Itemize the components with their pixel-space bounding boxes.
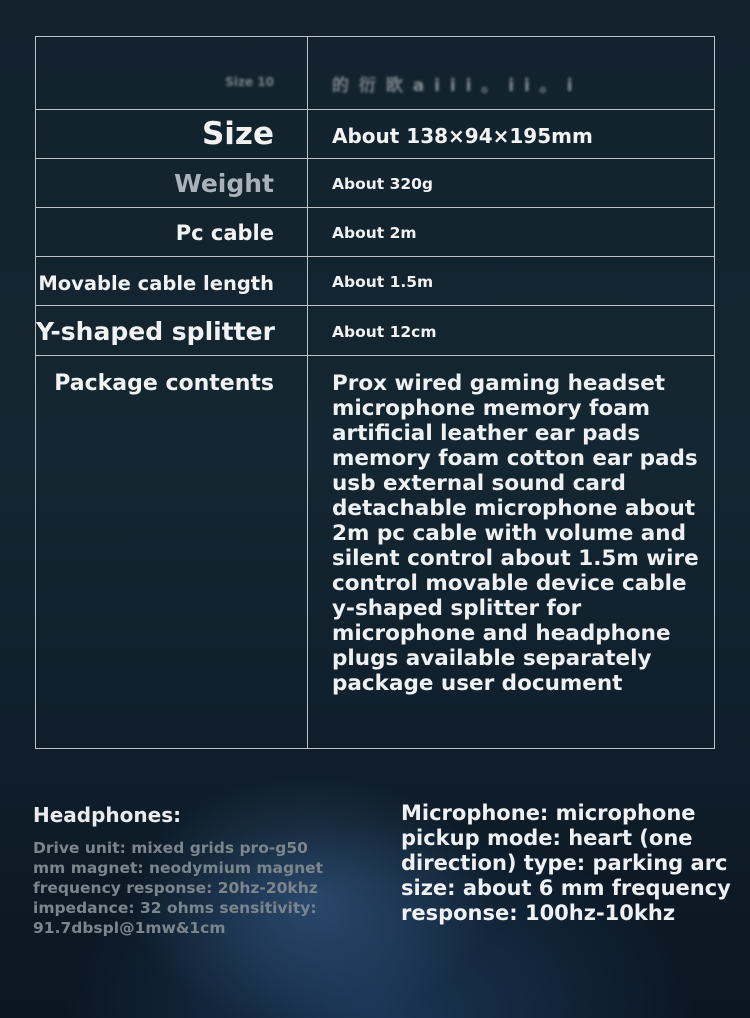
pc-cable-label: Pc cable xyxy=(175,221,274,245)
movable-cable-label: Movable cable length xyxy=(38,272,274,295)
table-row-pc-cable xyxy=(36,208,714,257)
package-contents-text: Prox wired gaming headset microphone memory foam artificial leather ear pads memory foam cotton ear pads usb external sound card detachable microphone about 2m pc cable with volume and silent control about 1.5m wire control movable device cable y-shaped splitter for microphone and headphone plugs available separately package user document xyxy=(332,371,699,696)
headphones-specs: Drive unit: mixed grids pro-g50 mm magnet: neodymium magnet frequency response: 20hz-20khz impedance: 32 ohms sensitivity: 91.7dbspl@1mw&1cm xyxy=(33,839,324,937)
package-label: Package contents xyxy=(54,371,274,396)
movable-cable-value: About 1.5m xyxy=(332,273,434,291)
pc-cable-value: About 2m xyxy=(332,224,417,242)
table-row-size xyxy=(36,110,714,159)
splitter-label: Y-shaped splitter xyxy=(36,317,275,346)
table-row-weight xyxy=(36,159,714,208)
table-row-header xyxy=(36,37,714,110)
splitter-value: About 12cm xyxy=(332,323,437,341)
size-value: About 138×94×195mm xyxy=(332,124,593,148)
microphone-specs: Microphone: microphone pickup mode: heart (one direction) type: parking arc size: about 6 mm frequency response: 100hz-10khz xyxy=(401,801,731,925)
size-label: Size xyxy=(201,116,274,152)
table-row-movable-cable xyxy=(36,257,714,306)
table-row-splitter xyxy=(36,306,714,356)
weight-label: Weight xyxy=(174,169,274,198)
header-label: Size 10 xyxy=(225,75,274,89)
table-row-package xyxy=(36,356,714,750)
header-value: 的 衍 欧 a i i i 。 i i 。 i xyxy=(332,76,575,96)
weight-value: About 320g xyxy=(332,175,434,193)
headphones-title: Headphones: xyxy=(33,803,182,827)
spec-table xyxy=(35,36,715,749)
